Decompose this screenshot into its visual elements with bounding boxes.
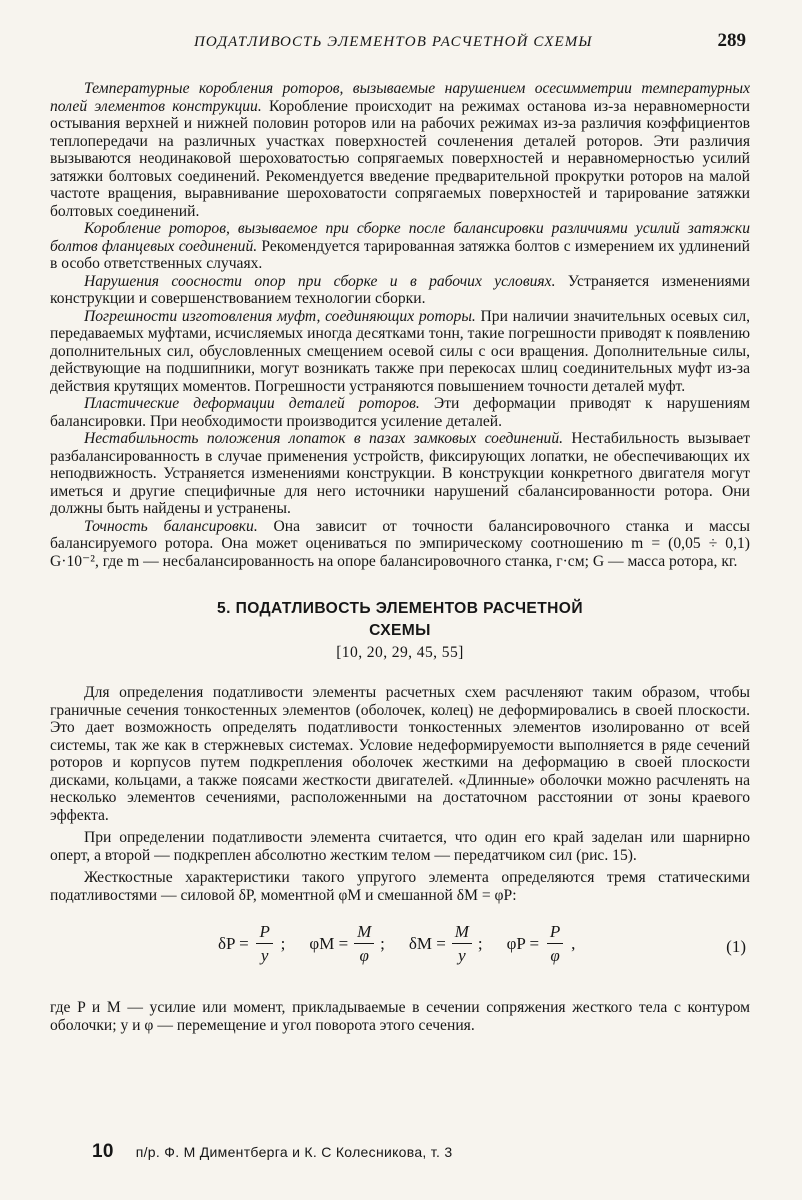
paragraph-body: Устраняется изменениями конструкции и совершенствованием технологии сборки.	[50, 272, 750, 307]
section-title-line: 5. ПОДАТЛИВОСТЬ ЭЛЕМЕНТОВ РАСЧЕТНОЙ	[217, 600, 583, 617]
page-footer	[92, 1141, 452, 1163]
formula-separator: ;	[280, 933, 286, 953]
formula-term	[409, 921, 483, 966]
paragraph-blade-instability	[50, 430, 750, 518]
fraction-denominator: y	[260, 946, 269, 965]
formula-separator: ,	[571, 933, 576, 953]
paragraph-lead: Коробление роторов, вызываемое при сборке после балансировки различиями усилий затяжки болтов фланцевых соединений.	[50, 220, 750, 255]
paragraph-element-partition: Для определения податливости элементы расчетных схем расчленяют таким образом, чтобы граничные сечения тонкостенных элементов (оболочек, колец) не деформировались в своей плоскости. Это дает возможность определять податливости тонкостенных элементов изолированно от всей системы, так же как в стержневых системах. Условие недеформируемости выполняется в ряде сечений роторов и корпусов путем подкрепления оболочек жесткими на деформацию в своей плоскости дисками, кольцами, а также поясами жесткости двигателей. «Длинные» оболочки можно расчленять на несколько элементов сечениями, расположенными на достаточном расстоянии от зоны краевого эффекта.	[50, 684, 750, 824]
paragraph-body: При наличии значительных осевых сил, передаваемых муфтами, исчисляемых иногда десятками тонн, такие погрешности приводят к появлению дополнительных сил, обусловленных смещением осевой силы с оси вращения. Дополнительные силы, действующие на подшипники, могут возникать также при перекосах шлиц соединительных муфт из-за действия крутящих моментов. Погрешности устраняются повышением точности деталей муфт.	[50, 307, 750, 395]
paragraph-lead: Нестабильность положения лопаток в пазах замковых соединений.	[84, 430, 564, 447]
paragraph-boundary-conditions: При определении податливости элемента считается, что один его край заделан или шарнирно оперт, а второй — подкреплен абсолютно жестким телом — передатчиком сил (рис. 15).	[50, 829, 750, 864]
formula-lhs: δP =	[218, 933, 249, 953]
paragraph-body: Нестабильность вызывает разбалансированность в случае применения устройств, фиксирующих лопатки, не обеспечивающих их неподвижность. Устраняется изменениями конструкции. В конструкции конкретного двигателя могут иметься и другие специфичные для него источники нарушений сбалансированности ротора. Они должны быть найдены и устранены.	[50, 430, 751, 517]
running-header	[50, 30, 750, 58]
section-citation: [10, 20, 29, 45, 55]	[336, 644, 464, 661]
equation-1	[50, 921, 750, 987]
page-number: 289	[717, 30, 746, 51]
paragraph-body: Она зависит от точности балансировочного станка и массы балансируемого ротора. Она может оцениваться по эмпирическому соотношению m = (0,05 ÷ 0,1) G·10⁻², где m — несбалансированность на опоре балансировочного станка, г·см; G — масса ротора, кг.	[50, 517, 751, 570]
fraction-numerator: M	[354, 921, 374, 944]
formula-lhs: δM =	[408, 933, 446, 953]
formula-separator: ;	[380, 933, 385, 953]
paragraph-body: Рекомендуется тарированная затяжка болтов с измерением их удлинений в особо ответственных случаях.	[50, 237, 750, 272]
paragraph-variable-definitions: где P и M — усилие или момент, прикладываемые в сечении сопряжения жесткого тела с контуром оболочки; y и φ — перемещение и угол поворота этого сечения.	[50, 999, 750, 1034]
fraction-denominator: y	[458, 946, 466, 965]
paragraph-assembly-warping	[50, 220, 750, 273]
sheet-number: 10	[92, 1141, 114, 1162]
formula-fraction	[254, 921, 276, 966]
fraction-numerator: P	[547, 921, 563, 944]
fraction-denominator: φ	[359, 946, 369, 965]
formula-fraction	[544, 921, 566, 966]
paragraph-thermal-warping	[50, 80, 750, 220]
paragraph-bearing-alignment	[50, 273, 750, 308]
formula-lhs: φP =	[506, 933, 540, 953]
fraction-denominator: φ	[550, 946, 560, 965]
editor-credit: п/р. Ф. М Диментберга и К. С Колесникова, т. 3	[135, 1144, 453, 1160]
equation-number: (1)	[726, 937, 746, 956]
running-title: ПОДАТЛИВОСТЬ ЭЛЕМЕНТОВ РАСЧЕТНОЙ СХЕМЫ	[194, 34, 593, 50]
fraction-numerator: P	[256, 921, 272, 944]
paragraph-lead: Точность балансировки.	[84, 517, 258, 535]
paragraph-lead: Нарушения соосности опор при сборке и в рабочих условиях.	[84, 272, 556, 290]
formula-lhs: φM =	[309, 933, 349, 953]
formula-term	[218, 921, 285, 966]
section-title-line	[50, 620, 750, 664]
formula-separator: ;	[477, 933, 483, 953]
paragraph-stiffness-characteristics: Жесткостные характеристики такого упругого элемента определяются тремя статическими податливостями — силовой δP, моментной φM и смешанной δM = φP:	[50, 869, 750, 904]
paragraph-lead: Погрешности изготовления муфт, соединяющих роторы.	[84, 307, 476, 325]
fraction-numerator: M	[452, 921, 472, 944]
paragraph-coupling-errors	[50, 308, 750, 396]
paragraph-body: Эти деформации приводят к нарушениям балансировки. При необходимости производится усиление деталей.	[50, 395, 751, 430]
formula-fraction	[353, 921, 375, 966]
formula-fraction	[451, 921, 473, 966]
section-title	[50, 598, 750, 664]
formula-term	[507, 921, 576, 966]
section-title-word: СХЕМЫ	[369, 622, 431, 639]
paragraph-body: Коробление происходит на режимах останова из-за неравномерности остывания верхней и нижней половин роторов или на рабочих режимах из-за различия коэффициентов теплопередачи на различных участках поверхностей сочленения деталей роторов. Эти различия вызываются неодинаковой шероховатостью сопрягаемых поверхностей и неравномерностью усилий затяжки болтовых соединений. Рекомендуется введение предварительной прокрутки роторов на малой частоте вращения, выравнивание шероховатости сопрягаемых поверхностей и тарирование затяжки болтовых соединений.	[50, 97, 750, 220]
paragraph-lead: Температурные коробления роторов, вызываемые нарушением осесимметрии температурных полей элементов конструкции.	[50, 80, 750, 115]
formula-term	[309, 921, 385, 966]
paragraph-plastic-deformation	[50, 395, 750, 430]
compliance-formula	[218, 921, 575, 966]
paragraph-balancing-accuracy	[50, 518, 750, 571]
paragraph-lead: Пластические деформации деталей роторов.	[84, 395, 420, 412]
